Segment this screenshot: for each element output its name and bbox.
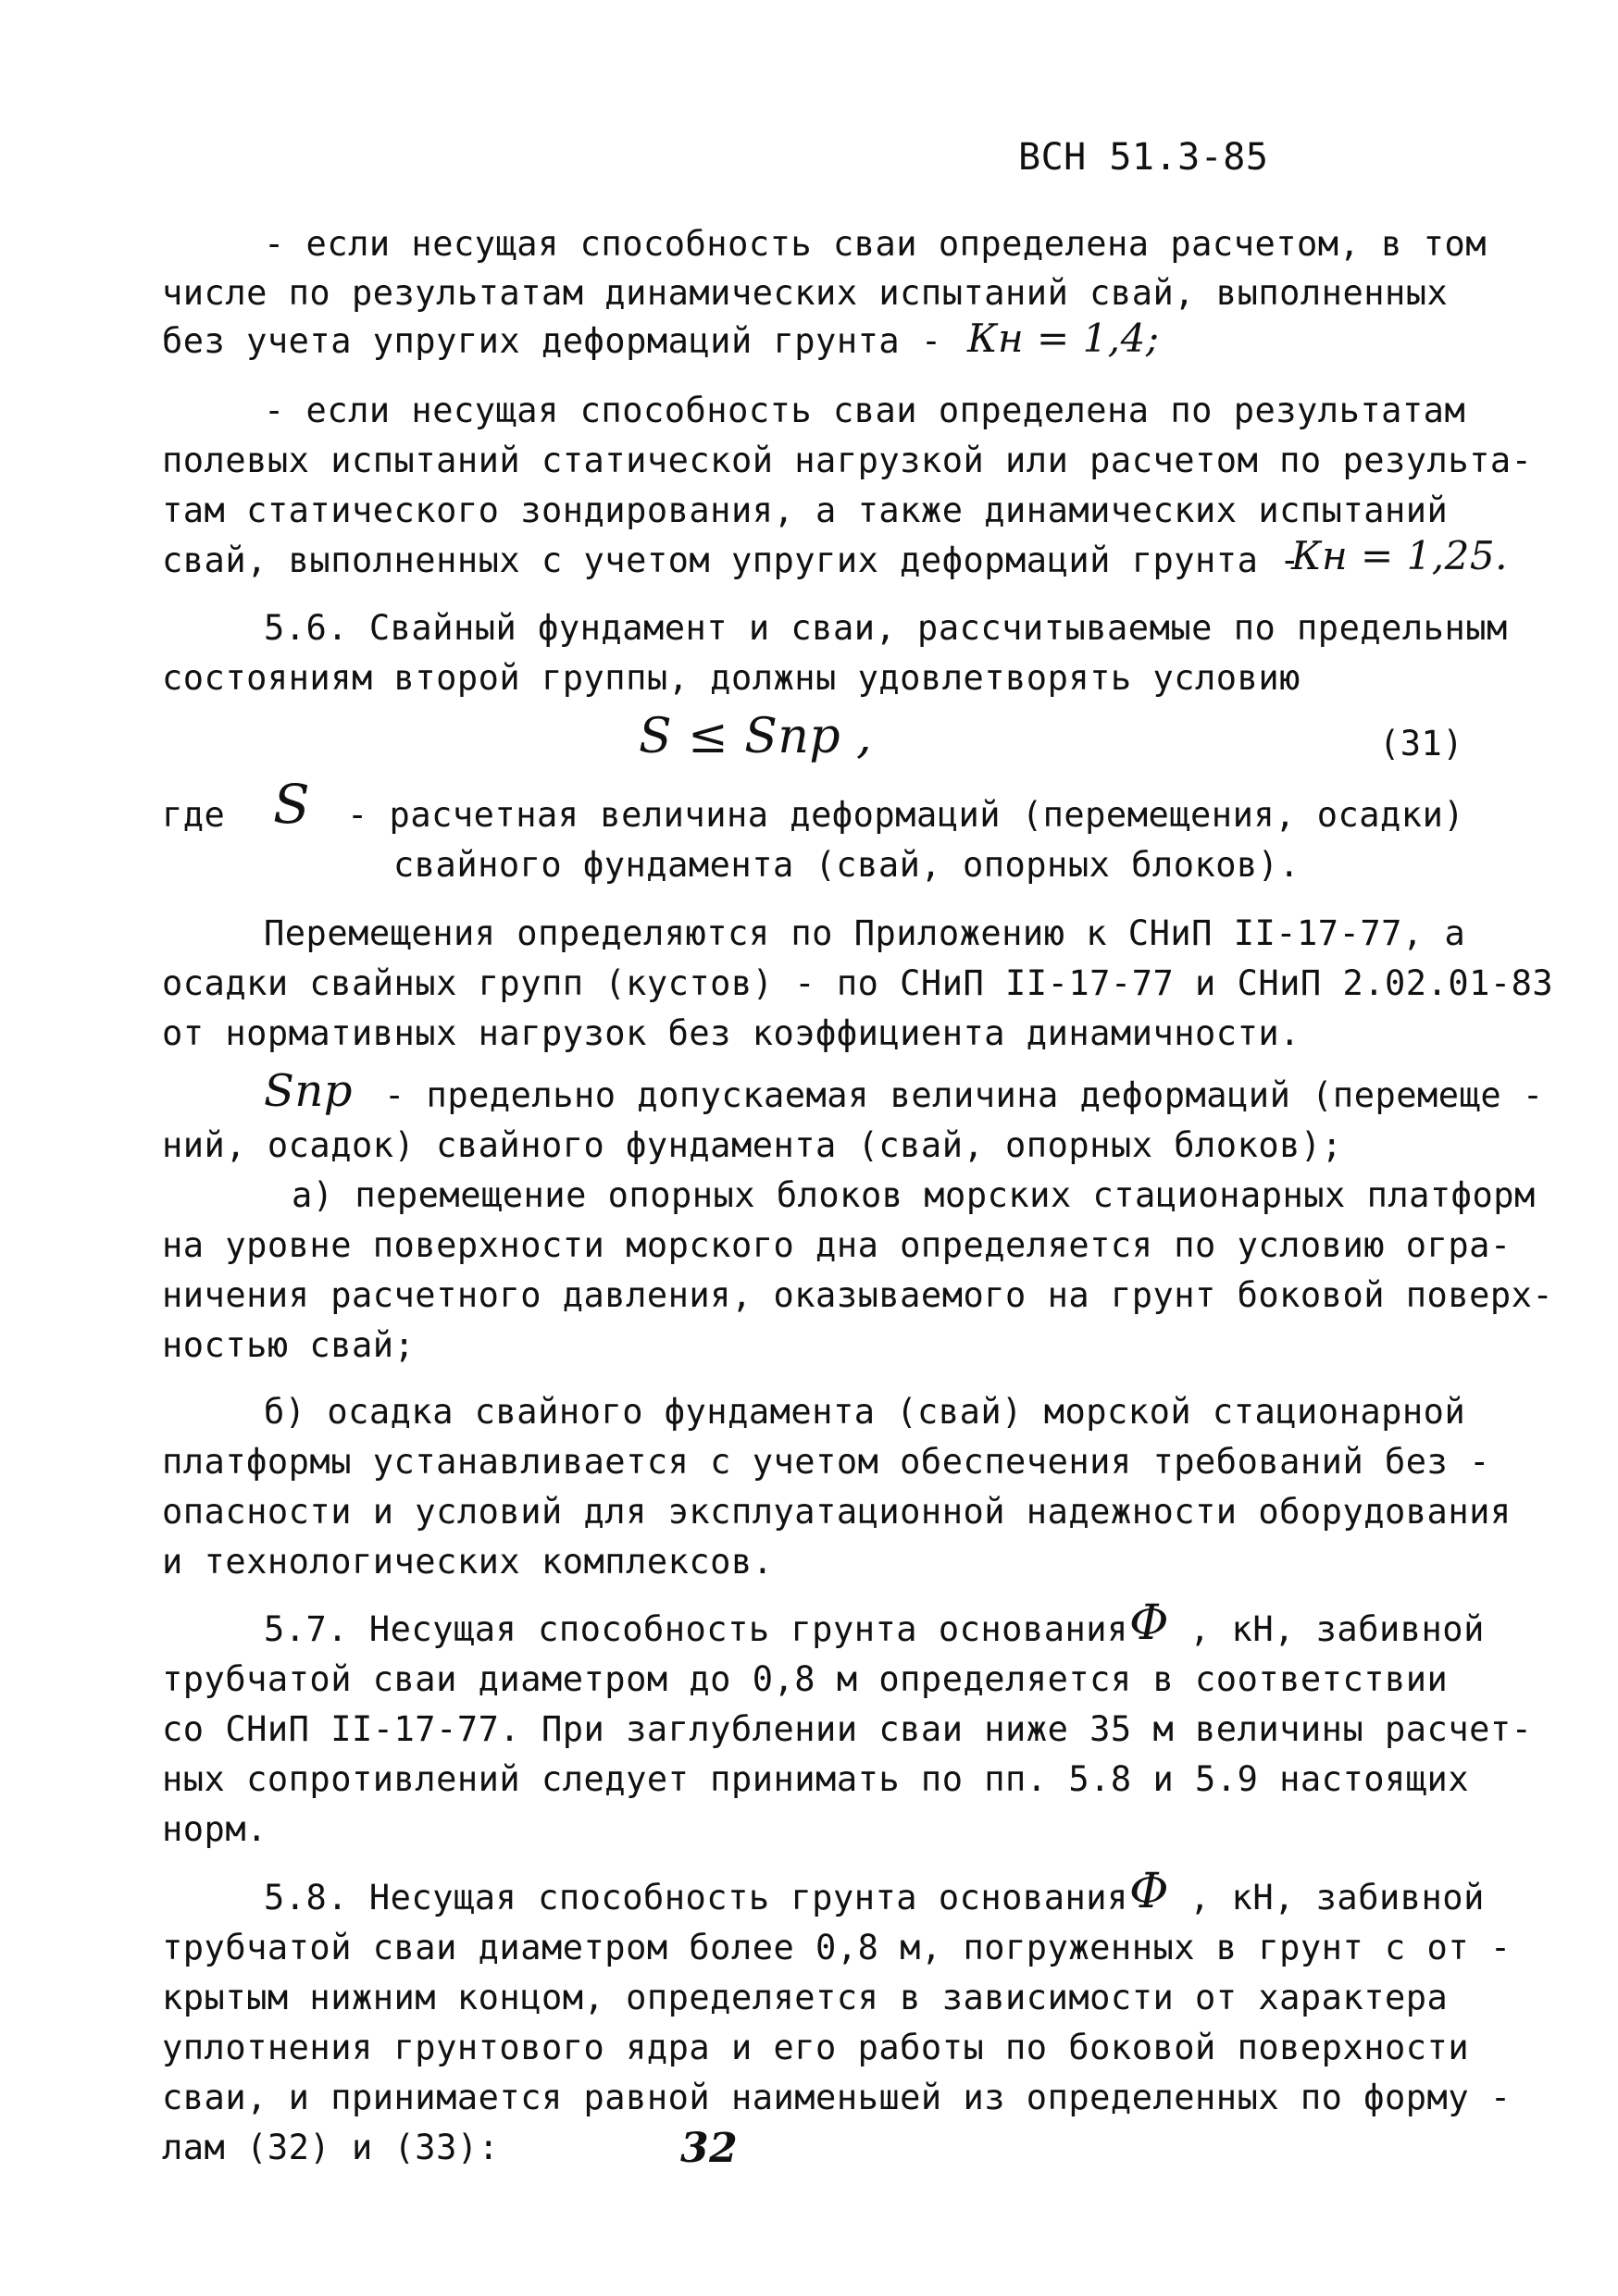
formula-condition: S ≤ Sпр , (639, 709, 873, 764)
page-number: 32 (680, 2125, 739, 2172)
text-line: на уровне поверхности морского дна определяется по условию огра- (162, 1225, 1512, 1265)
formula-kn-1: Кн = 1,4; (967, 316, 1160, 361)
text-line: уплотнения грунтового ядра и его работы по боковой поверхности (162, 2028, 1470, 2067)
text-line: и технологических комплексов. (162, 1542, 774, 1582)
symbol-phi: Φ (1129, 1595, 1170, 1651)
text-line: ний, осадок) свайного фундамента (свай, опорных блоков); (162, 1125, 1343, 1165)
text-line: , кН, забивной (1189, 1878, 1485, 1917)
text-line: - если несущая способность сваи определена по результатам (264, 391, 1466, 430)
symbol-s: S (273, 773, 311, 836)
text-line: там статического зондирования, а также динамических испытаний (162, 490, 1449, 530)
text-line: ничения расчетного давления, оказываемого на грунт боковой поверх- (162, 1275, 1554, 1315)
text-line: платформы устанавливается с учетом обеспечения требований без - (162, 1442, 1490, 1482)
text-line: полевых испытаний статической нагрузкой или расчетом по результа- (162, 441, 1533, 480)
formula-kn-2: Кн = 1,25. (1291, 533, 1508, 578)
text-line: трубчатой сваи диаметром более 0,8 м, погруженных в грунт с от - (162, 1928, 1512, 1967)
text-line: свай, выполненных с учетом упругих деформаций грунта - (162, 540, 1301, 580)
text-line: 5.6. Свайный фундамент и сваи, рассчитываемые по предельным (264, 608, 1508, 648)
text-line: , кН, забивной (1189, 1609, 1485, 1649)
text-line: - расчетная величина деформаций (перемещения, осадки) (347, 795, 1465, 835)
text-line: опасности и условий для эксплуатационной надежности оборудования (162, 1492, 1512, 1532)
text-line: от нормативных нагрузок без коэффициента динамичности. (162, 1013, 1301, 1053)
text-line: свайного фундамента (свай, опорных блоков). (393, 845, 1301, 885)
text-line: трубчатой сваи диаметром до 0,8 м определяется в соответствии (162, 1659, 1449, 1699)
text-line: б) осадка свайного фундамента (свай) морской стационарной (264, 1392, 1466, 1432)
document-code-header: ВСН 51.3-85 (1018, 136, 1269, 179)
text-line: крытым нижним концом, определяется в зависимости от характера (162, 1978, 1449, 2017)
text-line: где (162, 795, 226, 835)
text-line: норм. (162, 1809, 268, 1849)
text-line: со СНиП II-17-77. При заглублении сваи ниже 35 м величины расчет- (162, 1709, 1533, 1749)
text-line: Перемещения определяются по Приложению к СНиП II-17-77, а (264, 913, 1466, 953)
text-line: ных сопротивлений следует принимать по пп. 5.8 и 5.9 настоящих (162, 1759, 1470, 1799)
text-line: ностью свай; (162, 1325, 416, 1365)
text-line: осадки свайных групп (кустов) - по СНиП II-17-77 и СНиП 2.02.01-83 (162, 963, 1554, 1003)
text-line: лам (32) и (33): (162, 2128, 500, 2167)
symbol-phi: Φ (1129, 1864, 1170, 1919)
text-line: 5.8. Несущая способность грунта основания (264, 1878, 1128, 1917)
text-line: а) перемещение опорных блоков морских стационарных платформ (292, 1175, 1536, 1215)
text-line: числе по результатам динамических испытаний свай, выполненных (162, 273, 1449, 313)
text-line: сваи, и принимается равной наименьшей из определенных по форму - (162, 2078, 1512, 2117)
text-line: - предельно допускаемая величина деформаций (перемеще - (384, 1075, 1544, 1115)
symbol-spr: Sпр (264, 1065, 354, 1117)
equation-number: (31) (1379, 724, 1464, 763)
text-line: 5.7. Несущая способность грунта основания (264, 1609, 1128, 1649)
text-line: состояниям второй группы, должны удовлетворять условию (162, 658, 1301, 698)
text-line: - если несущая способность сваи определена расчетом, в том (264, 224, 1487, 264)
text-line: без учета упругих деформаций грунта - (162, 321, 942, 361)
